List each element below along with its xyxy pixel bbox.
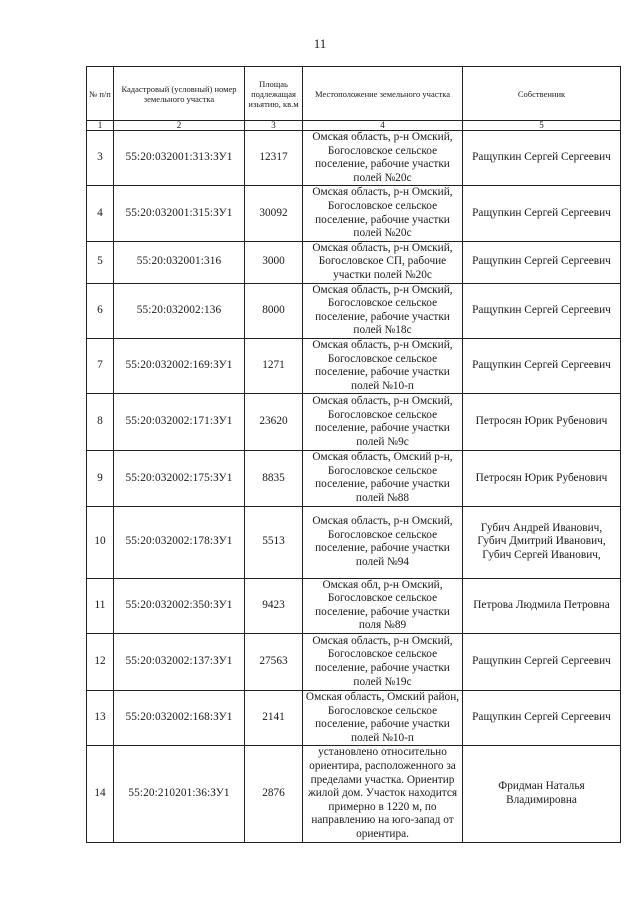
cadastral-number: 55:20:210201:36:ЗУ1: [114, 746, 245, 842]
owner-name: Ращупкин Сергей Сергеевич: [463, 283, 621, 338]
area-value: 1271: [245, 338, 303, 393]
table-row: [87, 241, 621, 283]
cadastral-number: 55:20:032002:171:ЗУ1: [114, 394, 245, 451]
row-number: 5: [87, 241, 114, 283]
area-value: 30092: [245, 186, 303, 241]
area-value: 2141: [245, 691, 303, 746]
cadastral-number: 55:20:032001:316: [114, 241, 245, 283]
table-row: [87, 691, 621, 746]
table-row: [87, 634, 621, 691]
area-value: 23620: [245, 394, 303, 451]
location-text: Омская область, р-н Омский, Богословское СП, рабочие участки полей №20с: [303, 241, 463, 283]
cadastral-number: 55:20:032002:350:ЗУ1: [114, 578, 245, 633]
location-text: Омская область, р-н Омский, Богословское сельское поселение, рабочие участки полей №9с: [303, 394, 463, 451]
location-text: Омская область, р-н Омский, Богословское сельское поселение, рабочие участки полей №94: [303, 506, 463, 578]
header-number: № п/п: [87, 67, 114, 121]
land-plots-table: [86, 66, 621, 843]
owner-name: Ращупкин Сергей Сергеевич: [463, 186, 621, 241]
row-number: 4: [87, 186, 114, 241]
row-number: 10: [87, 506, 114, 578]
area-value: 2876: [245, 746, 303, 842]
area-value: 12317: [245, 131, 303, 186]
location-text: Омская область, Омский р-н, Богословское сельское поселение, рабочие участки полей №88: [303, 451, 463, 506]
header-owner: Собственник: [463, 67, 621, 121]
row-number: 9: [87, 451, 114, 506]
area-value: 3000: [245, 241, 303, 283]
column-numbers-row: [87, 121, 621, 131]
table-row: [87, 506, 621, 578]
cadastral-number: 55:20:032001:315:ЗУ1: [114, 186, 245, 241]
area-value: 9423: [245, 578, 303, 633]
location-text: Омская область, р-н Омский, Богословское сельское поселение, рабочие участки полей №19с: [303, 634, 463, 691]
location-text: Омская область, р-н Омский, Богословское сельское поселение, рабочие участки полей №20с: [303, 131, 463, 186]
table-row: [87, 746, 621, 842]
table-row: [87, 394, 621, 451]
row-number: 14: [87, 746, 114, 842]
column-number: 5: [463, 121, 621, 131]
table-row: [87, 451, 621, 506]
row-number: 13: [87, 691, 114, 746]
table-row: [87, 338, 621, 393]
table-row: [87, 578, 621, 633]
row-number: 7: [87, 338, 114, 393]
area-value: 27563: [245, 634, 303, 691]
header-location: Местоположение земельного участка: [303, 67, 463, 121]
cadastral-number: 55:20:032001:313:ЗУ1: [114, 131, 245, 186]
cadastral-number: 55:20:032002:175:ЗУ1: [114, 451, 245, 506]
header-area: Площаь подлежащая изьятию, кв.м: [245, 67, 303, 121]
location-text: Омская область, р-н Омский, Богословское сельское поселение, рабочие участки полей №20с: [303, 186, 463, 241]
column-number: 1: [87, 121, 114, 131]
cadastral-number: 55:20:032002:137:ЗУ1: [114, 634, 245, 691]
owner-name: Ращупкин Сергей Сергеевич: [463, 338, 621, 393]
page-number: 11: [313, 36, 327, 51]
row-number: 12: [87, 634, 114, 691]
header-cadastral-number: Кадастровый (условный) номер земельного участка: [114, 67, 245, 121]
owner-name: Петросян Юрик Рубенович: [463, 451, 621, 506]
owner-name: Губич Андрей Иванович, Губич Дмитрий Иванович, Губич Сергей Иванович,: [463, 506, 621, 578]
area-value: 5513: [245, 506, 303, 578]
column-number: 4: [303, 121, 463, 131]
row-number: 6: [87, 283, 114, 338]
cadastral-number: 55:20:032002:178:ЗУ1: [114, 506, 245, 578]
row-number: 3: [87, 131, 114, 186]
cadastral-number: 55:20:032002:168:ЗУ1: [114, 691, 245, 746]
owner-name: Ращупкин Сергей Сергеевич: [463, 634, 621, 691]
location-text: Омская область, р-н Омский, Богословское сельское поселение, рабочие участки полей №10-п: [303, 338, 463, 393]
header-row: [87, 67, 621, 121]
area-value: 8835: [245, 451, 303, 506]
column-number: 2: [114, 121, 245, 131]
owner-name: Петрова Людмила Петровна: [463, 578, 621, 633]
owner-name: Ращупкин Сергей Сергеевич: [463, 691, 621, 746]
location-text: Омская обл, р-н Омский, Богословское сельское поселение, рабочие участки поля №89: [303, 578, 463, 633]
location-text: Омская область, р-н Омский, Богословское сельское поселение, рабочие участки полей №18с: [303, 283, 463, 338]
area-value: 8000: [245, 283, 303, 338]
row-number: 11: [87, 578, 114, 633]
owner-name: Фридман Наталья Владимировна: [463, 746, 621, 842]
table-row: [87, 131, 621, 186]
location-text: установлено относительно ориентира, расположенного за пределами участка. Ориентир жилой дом. Участок находится примерно в 1220 м, по направлению на юго-запад от ориентира.: [303, 746, 463, 842]
owner-name: Петросян Юрик Рубенович: [463, 394, 621, 451]
cadastral-number: 55:20:032002:136: [114, 283, 245, 338]
owner-name: Ращупкин Сергей Сергеевич: [463, 131, 621, 186]
column-number: 3: [245, 121, 303, 131]
row-number: 8: [87, 394, 114, 451]
location-text: Омская область, Омский район, Богословское сельское поселение, рабочие участки полей №10-п: [303, 691, 463, 746]
table-row: [87, 186, 621, 241]
cadastral-number: 55:20:032002:169:ЗУ1: [114, 338, 245, 393]
owner-name: Ращупкин Сергей Сергеевич: [463, 241, 621, 283]
table-row: [87, 283, 621, 338]
